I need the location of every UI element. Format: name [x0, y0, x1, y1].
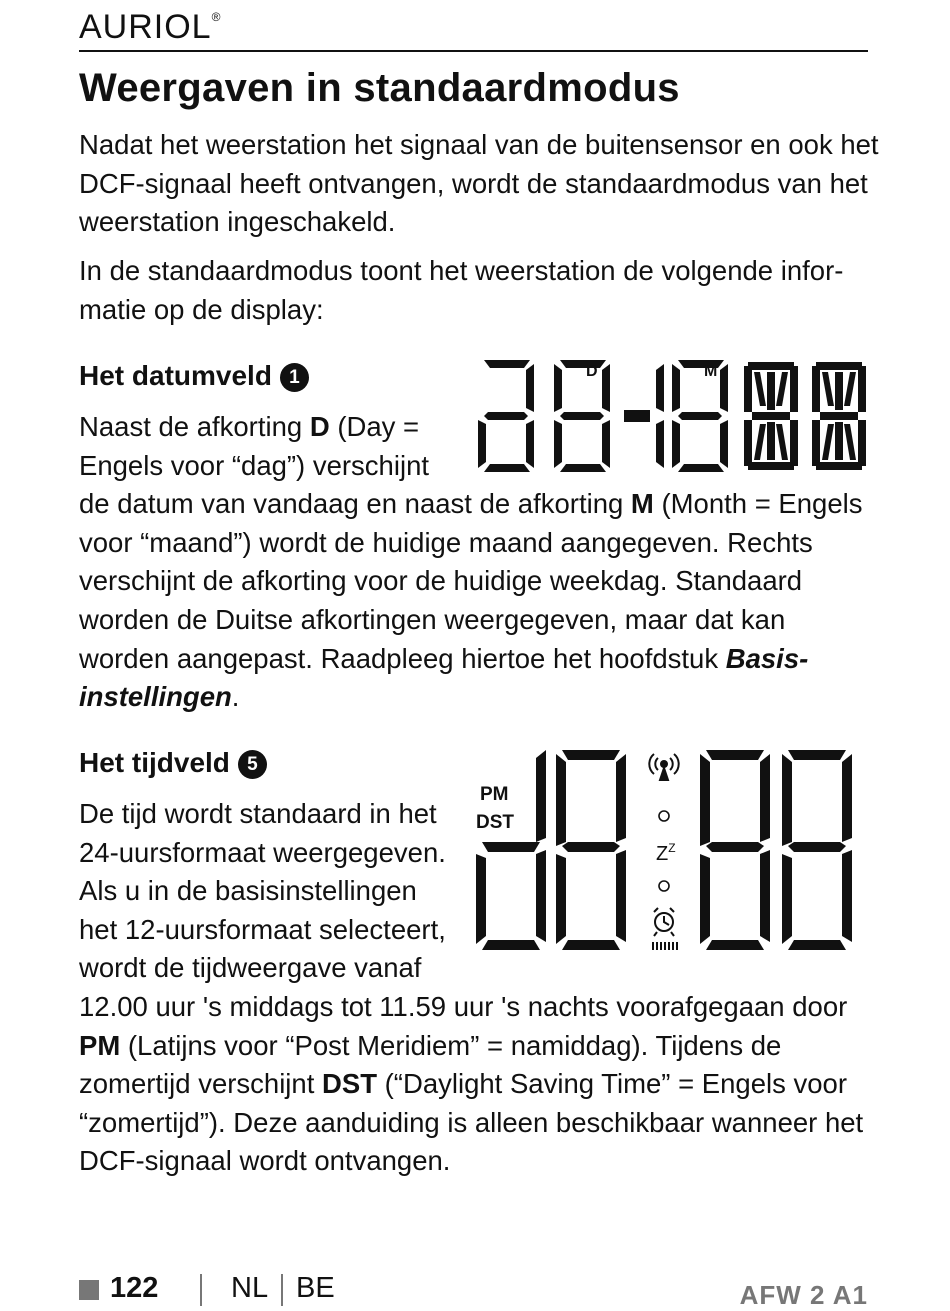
- time-section-heading: Het tijdveld 5: [79, 747, 267, 779]
- day-label: D: [586, 363, 598, 380]
- model-number: AFW 2 A1: [739, 1280, 868, 1310]
- footer-language-nl: NL: [231, 1272, 269, 1304]
- time-body-paragraph: De tijd wordt standaard in het 24-uursformaat weergegeven. Als u in de basisinstellingen het 12-uursformaat selecteert, wordt de tijdweergave vanaf 12.00 uur 's middags tot 11.59 uur 's nachts voorafgegaan door PM (Latijns voor “Post Meridiem” = namiddag). Tijdens de zomertijd verschijnt DST (“Daylight Saving Time” = Engels voor “zomertijd”). Deze aanduiding is alleen beschikbaar wanneer het DCF-signaal wordt ontvangen.: [79, 798, 864, 1177]
- intro-paragraph-1: Nadat het weerstation het signaal van de buitensensor en ook het DCF-signaal heeft ontvangen, wordt de standaardmodus van het weerstation ingeschakeld.: [79, 129, 879, 238]
- footer-language-be: BE: [296, 1272, 335, 1304]
- callout-marker-5: 5: [238, 750, 267, 779]
- footer-separator-1: [200, 1274, 202, 1306]
- header-rule: [79, 50, 868, 52]
- page-title: Weergaven in standaardmodus: [79, 66, 680, 110]
- brand-logo: AURIOL®: [79, 8, 222, 46]
- month-label: M: [704, 363, 718, 380]
- date-body-paragraph: Naast de afkorting D (Day = Engels voor “dag”) verschijnt de datum van vandaag en naast de afkorting M (Month = Engels voor “maand”) wordt de huidige maand aangegeven. Rechts verschijnt de afkorting voor de huidige weekdag. Standaard worden de Duitse afkortingen weergegeven, maar dat kan worden aangepast. Raadpleeg hiertoe het hoofdstuk Basis-instellingen.: [79, 411, 863, 713]
- footer-separator-2: [281, 1274, 283, 1306]
- intro-paragraph-2: In de standaardmodus toont het weerstation de volgende infor-matie op de display:: [79, 255, 844, 325]
- pm-label: PM: [480, 784, 509, 805]
- dst-label: DST: [476, 812, 514, 833]
- footer-square: [79, 1280, 99, 1300]
- callout-marker-1: 1: [280, 363, 309, 392]
- date-section-heading: Het datumveld 1: [79, 360, 309, 392]
- signal-tower-icon: [649, 754, 678, 780]
- page-number: 122: [110, 1272, 159, 1304]
- sleep-icon: $Z^Z$: [656, 841, 676, 865]
